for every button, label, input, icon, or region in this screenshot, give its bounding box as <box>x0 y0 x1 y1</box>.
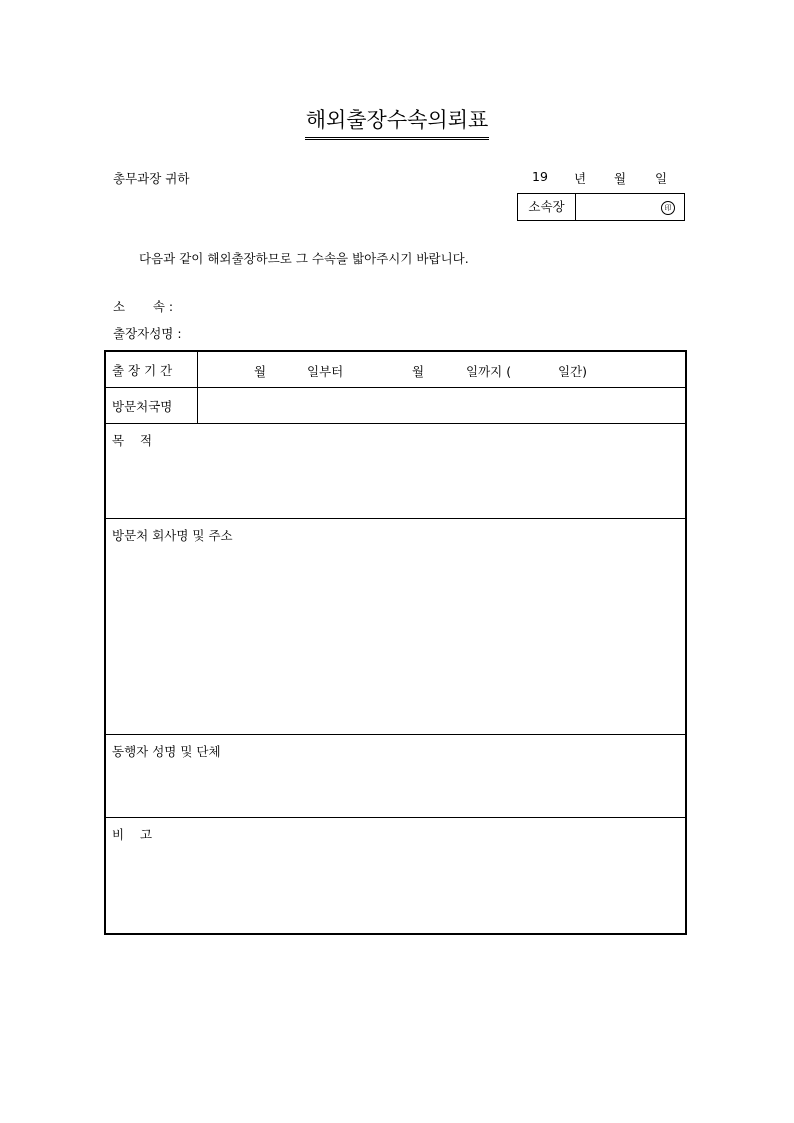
date-day-unit: 일 <box>655 171 668 186</box>
purpose-label: 목 적 <box>112 433 153 448</box>
period-month1: 월 <box>254 364 267 379</box>
form-title <box>0 104 794 140</box>
visit-company-row <box>106 519 685 735</box>
approval-box <box>517 193 685 221</box>
form-title-text: 해외출장수속의뢰표 <box>305 104 490 140</box>
period-from: 일부터 <box>307 364 344 379</box>
approval-label: 소속장 <box>518 194 576 220</box>
department-label: 소 속 : <box>113 299 174 314</box>
country-label: 방문처국명 <box>106 388 198 423</box>
seal-icon: 印 <box>661 201 675 215</box>
purpose-row <box>106 424 685 519</box>
remarks-label: 비 고 <box>112 827 153 842</box>
date-month-unit: 월 <box>614 171 627 186</box>
trip-form-table <box>104 350 687 935</box>
date-year-prefix: 19 <box>532 169 548 184</box>
date-year-unit: 년 <box>574 171 587 186</box>
period-until: 일까지 ( <box>466 364 512 379</box>
period-row <box>106 352 685 388</box>
addressee: 총무과장 귀하 <box>113 171 190 186</box>
request-text: 다음과 같이 해외출장하므로 그 수속을 밟아주시기 바랍니다. <box>139 251 469 266</box>
period-month2: 월 <box>412 364 425 379</box>
period-label: 출 장 기 간 <box>106 352 198 387</box>
companion-label: 동행자 성명 및 단체 <box>112 744 221 759</box>
remarks-row <box>106 818 685 933</box>
country-row <box>106 388 685 424</box>
visit-company-label: 방문처 회사명 및 주소 <box>112 528 233 543</box>
companion-row <box>106 735 685 818</box>
period-days: 일간) <box>558 364 588 379</box>
traveler-name-label: 출장자성명 : <box>113 326 182 341</box>
